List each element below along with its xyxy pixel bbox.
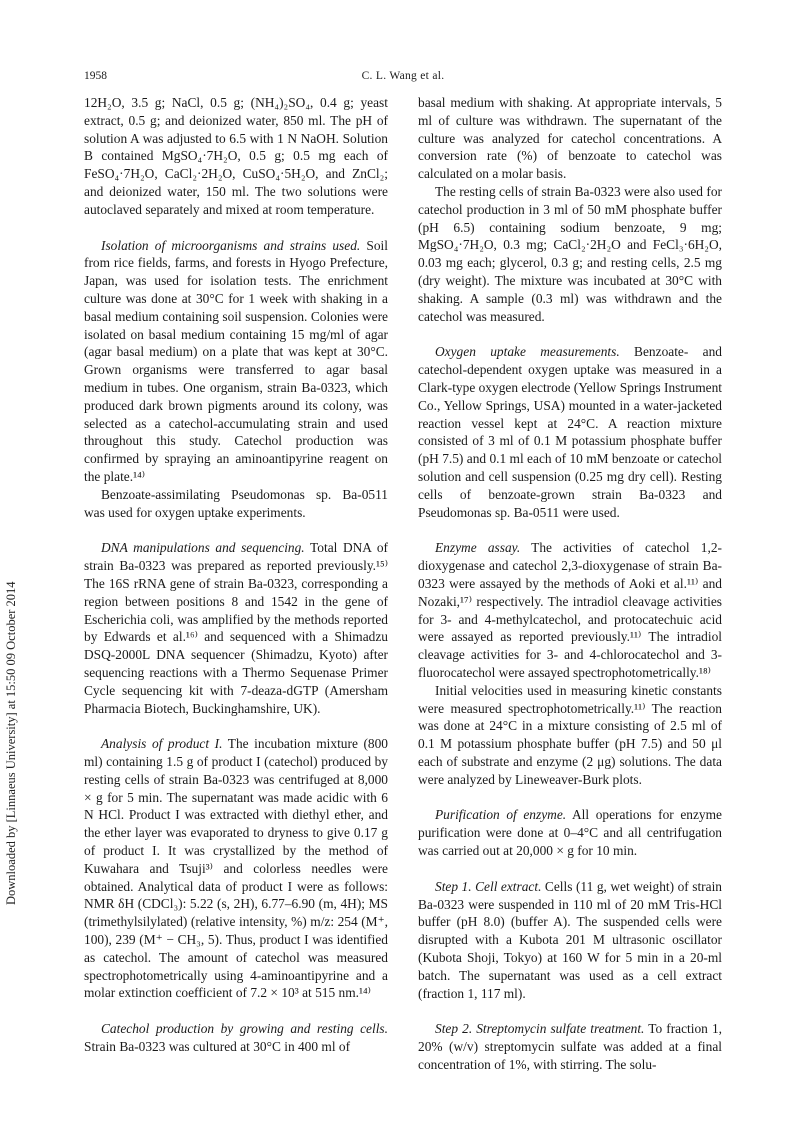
paragraph: Purification of enzyme. All operations for enzyme purification were done at 0–4°C and all centrifugation was carried out at 20,000 × g for 10 min. xyxy=(418,807,722,859)
download-watermark: Downloaded by [Linnaeus University] at 15:50 09 October 2014 xyxy=(4,581,18,905)
paragraph: Analysis of product I. The incubation mixture (800 ml) containing 1.5 g of product I (catechol) produced by resting cells of strain Ba-0323 was centrifuged at 8,000 × g for 5 min. The supernatant was made acidic with 6 N HCl. Product I was extracted with diethyl ether, and the ether layer was evaporated to dryness to give 0.17 g of product I. It was crystallized by the method of Kuwahara and Tsuji³⁾ and colorless needles were obtained. Analytical data of product I were as follows: NMR δH (CDCl₃): 5.22 (s, 2H), 6.77–6.90 (m, 4H); MS (trimethylsilylated) (relative intensity, %) m/z: 254 (M⁺, 100), 239 (M⁺ − CH₃, 5). Thus, product I was identified as catechol. The amount of catechol was measured spectrophotometrically using 4-aminoantipyrine and a molar extinction coefficient of 7.2 × 10³ at 515 nm.¹⁴⁾ xyxy=(84,736,388,1001)
section-title: Catechol production by growing and resting cells. xyxy=(101,1021,388,1037)
left-column xyxy=(84,94,388,1056)
page-number: 1958 xyxy=(84,70,107,82)
paragraph: Enzyme assay. The activities of catechol 1,2-dioxygenase and catechol 2,3-dioxygenase of strain Ba-0323 were assayed by the methods of Aoki et al.¹¹⁾ and Nozaki,¹⁷⁾ respectively. The intradiol cleavage activities for 3- and 4-methylcatechol, and protocatechuic acid were assayed as reported previously.¹¹⁾ The intradiol cleavage activities for 3- and 4-chlorocatechol and 3-fluorocatechol were assayed spectrophotometrically.¹⁸⁾ xyxy=(418,540,722,680)
paragraph: The resting cells of strain Ba-0323 were also used for catechol production in 3 ml of 50 mM phosphate buffer (pH 6.5) containing sodium benzoate, 9 mg; MgSO₄·7H₂O, 0.3 mg; CaCl₂·2H₂O and FeCl₃·6H₂O, 0.03 mg each; glycerol, 0.3 g; and resting cells, 2.5 mg (dry weight). The mixture was incubated at 30°C with shaking. A sample (0.3 ml) was withdrawn and the catechol was measured. xyxy=(418,183,722,324)
paragraph: Step 2. Streptomycin sulfate treatment. To fraction 1, 20% (w/v) streptomycin sulfate was added at a final concentration of 1%, with stirring. The solu- xyxy=(418,1021,722,1073)
page-header xyxy=(84,70,722,86)
section-title: Purification of enzyme. xyxy=(435,807,567,823)
paragraph: Isolation of microorganisms and strains used. Soil from rice fields, farms, and forests in Hyogo Prefecture, Japan, was used for isolation tests. The enrichment culture was done at 30°C for 1 week with shaking in a basal medium containing soil suspension. Colonies were isolated on basal medium containing 15 mg/ml of agar (agar basal medium) on a plate that was kept at 30°C. Grown organisms were transferred to agar basal medium in tubes. One organism, strain Ba-0323, which produced dark brown pigments around its colony, was selected as a catechol-accumulating strain and used throughout this study. Catechol production was confirmed by spraying an aminoantipyrine reagent on the plate.¹⁴⁾ xyxy=(84,237,388,484)
section-title: Enzyme assay. xyxy=(435,540,521,556)
paragraph: Oxygen uptake measurements. Benzoate- and catechol-dependent oxygen uptake was measured in a Clark-type oxygen electrode (Yellow Springs Instrument Co., Yellow Springs, USA) mounted in a water-jacketed reaction vessel kept at 24°C. A reaction mixture consisted of 3 ml of 0.1 M potassium phosphate buffer (pH 7.5) and 0.1 ml each of 10 mM benzoate or catechol solution and cell suspension (0.25 mg dry cell). Resting cells of benzoate-grown strain Ba-0323 and Pseudomonas sp. Ba-0511 were used. xyxy=(418,344,722,520)
paragraph: Step 1. Cell extract. Cells (11 g, wet weight) of strain Ba-0323 were suspended in 110 ml of 20 mM Tris-HCl buffer (pH 8.0) (buffer A). The suspended cells were disrupted with a Kubota 201 M ultrasonic oscillator (Kubota Shoji, Tokyo) at 160 W for 5 min in a 20-ml batch. The supernatant was used as a cell extract (fraction 1, 117 ml). xyxy=(418,878,722,1001)
section-title: Analysis of product I. xyxy=(101,736,223,752)
section-title: Step 2. Streptomycin sulfate treatment. xyxy=(435,1021,645,1037)
section-title: Oxygen uptake measurements. xyxy=(435,344,620,360)
paragraph: DNA manipulations and sequencing. Total DNA of strain Ba-0323 was prepared as reported previously.¹⁵⁾ The 16S rRNA gene of strain Ba-0323, corresponding a region between positions 8 and 1542 in the gene of Escherichia coli, was amplified by the methods reported by Edwards et al.¹⁶⁾ and sequenced with a Shimadzu DSQ-2000L DNA sequencer (Shimadzu, Kyoto) after sequencing reactions with a Thermo Sequenase Primer Cycle sequencing kit with 7-deaza-dGTP (Amersham Pharmacia Biotech, Buckinghamshire, UK). xyxy=(84,540,388,716)
paragraph: basal medium with shaking. At appropriate intervals, 5 ml of culture was withdrawn. The supernatant of the culture was analyzed for catechol concentrations. A conversion rate (%) of benzoate to catechol was calculated on a molar basis. xyxy=(418,95,722,182)
section-title: Step 1. Cell extract. xyxy=(435,878,542,894)
paragraph: Initial velocities used in measuring kinetic constants were measured spectrophotometrically.¹¹⁾ The reaction was done at 24°C in a mixture consisting of 2.5 ml of 0.1 M potassium phosphate buffer (pH 7.5) and 50 μl each of substrate and enzyme (2 μg) solutions. The data were analyzed by Lineweaver-Burk plots. xyxy=(418,682,722,787)
right-column xyxy=(418,94,722,1074)
section-title: Isolation of microorganisms and strains used. xyxy=(101,237,361,253)
section-title: DNA manipulations and sequencing. xyxy=(101,540,305,556)
paragraph: Catechol production by growing and resting cells. Strain Ba-0323 was cultured at 30°C in 400 ml of xyxy=(84,1021,388,1055)
paragraph: Benzoate-assimilating Pseudomonas sp. Ba-0511 was used for oxygen uptake experiments. xyxy=(84,486,388,520)
paragraph: 12H₂O, 3.5 g; NaCl, 0.5 g; (NH₄)₂SO₄, 0.4 g; yeast extract, 0.5 g; and deionized water, 850 ml. The pH of solution A was adjusted to 6.5 with 1 N NaOH. Solution B contained MgSO₄·7H₂O, 0.5 g; 0.5 mg each of FeSO₄·7H₂O, CaCl₂·2H₂O, CuSO₄·5H₂O, and ZnCl₂; and deionized water, 150 ml. The two solutions were autoclaved separately and mixed at room temperature. xyxy=(84,95,388,217)
running-head: C. L. Wang et al. xyxy=(361,70,445,82)
